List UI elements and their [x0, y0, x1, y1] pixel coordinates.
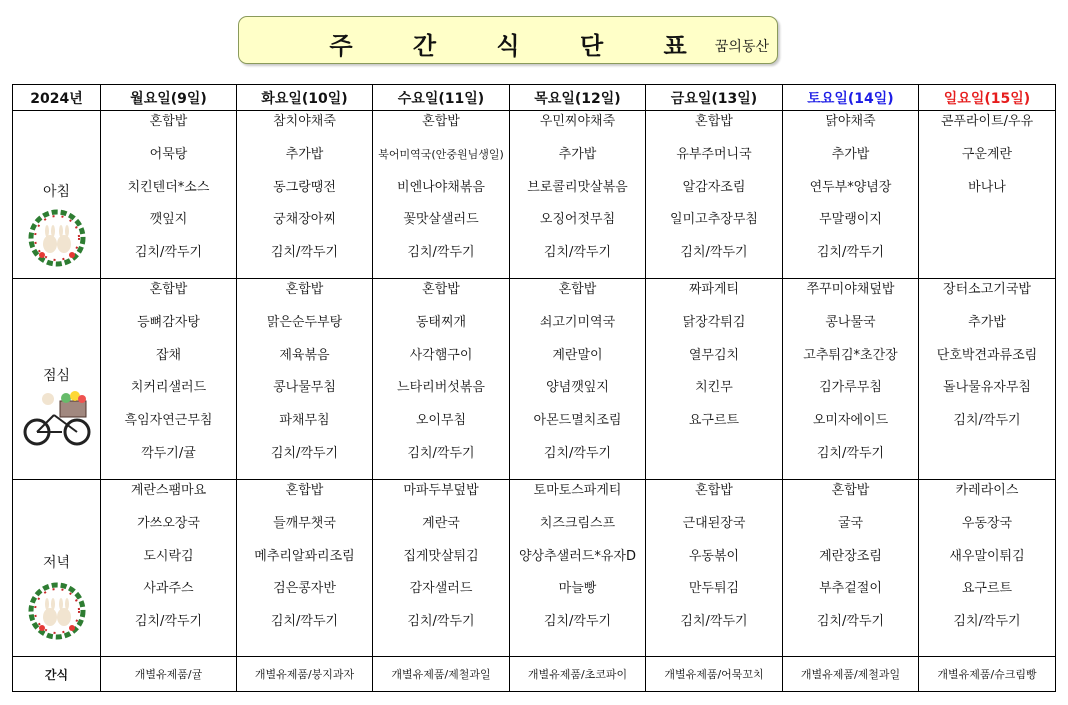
menu-item: 새우말이튀김 [949, 548, 1025, 564]
menu-item: 김치/깍두기 [407, 445, 475, 461]
menu-item: 닭장각튀김 [682, 314, 746, 330]
dinner-sat [783, 480, 919, 657]
menu-item: 꽃맛살샐러드 [403, 212, 479, 228]
meal-name-dinner: 저녁 [42, 555, 71, 571]
menu-item: 부추겉절이 [819, 581, 882, 597]
menu-item: 요구르트 [688, 413, 740, 429]
menu-item: 양념깻잎지 [546, 380, 609, 396]
day-header-sat: 토요일(14일) [783, 85, 919, 111]
menu-item: 콩나물무침 [273, 380, 336, 396]
lunch-row [13, 279, 1056, 480]
dinner-tue [237, 480, 373, 657]
menu-item: 혼합밥 [422, 114, 460, 129]
menu-item: 혼합밥 [695, 483, 733, 498]
breakfast-thu [510, 111, 646, 279]
dinner-thu [510, 480, 646, 657]
menu-item: 추가밥 [968, 314, 1006, 330]
menu-item: 우민찌야채죽 [539, 114, 616, 129]
menu-item: 참치야채죽 [273, 114, 336, 129]
day-header-sun: 일요일(15일) [919, 85, 1056, 111]
snack-tue: 개별유제품/붕지과자 [237, 657, 373, 692]
menu-item: 오미자에이드 [812, 413, 889, 429]
menu-item: 연두부*양념장 [809, 179, 892, 195]
page-subtitle: 꿈의동산 [714, 39, 769, 55]
day-header-fri: 금요일(13일) [646, 85, 783, 111]
menu-item: 양상추샐러드*유자D [519, 548, 636, 564]
menu-item: 돌나물유자무침 [943, 380, 1031, 396]
menu-item: 맑은순두부탕 [266, 314, 343, 330]
day-header-mon: 월요일(9일) [101, 85, 237, 111]
menu-item: 김치/깍두기 [816, 445, 885, 461]
menu-item: 김치/깍두기 [270, 245, 339, 261]
dinner-row [13, 480, 1056, 657]
breakfast-sat [783, 111, 919, 279]
breakfast-fri [646, 111, 783, 279]
menu-item: 알감자조림 [682, 179, 746, 195]
snack-fri: 개별유제품/어묵꼬치 [646, 657, 783, 692]
bunny-wreath-icon [26, 580, 88, 642]
menu-item: 단호박견과류조림 [936, 347, 1038, 363]
menu-item: 아몬드멸치조림 [533, 413, 622, 429]
menu-item: 김치/깍두기 [407, 614, 475, 630]
menu-item: 등뼈감자탕 [137, 314, 200, 330]
menu-item: 추가밥 [285, 146, 324, 162]
menu-item: 고추튀김*초간장 [803, 347, 898, 363]
bunny-wreath-icon [26, 207, 88, 269]
menu-item: 감자샐러드 [409, 581, 473, 597]
menu-item: 김치/깍두기 [953, 614, 1021, 630]
menu-item: 김치/깍두기 [816, 614, 885, 630]
meal-label-dinner [13, 480, 101, 657]
dinner-mon [101, 480, 237, 657]
menu-item: 치킨텐더*소스 [127, 179, 210, 195]
menu-item: 혼합밥 [422, 282, 460, 297]
menu-item: 북어미역국(안중원님생일) [378, 147, 504, 161]
dinner-fri [646, 480, 783, 657]
snack-thu: 개별유제품/초코파이 [510, 657, 646, 692]
menu-item: 김치/깍두기 [680, 245, 748, 261]
menu-item: 깍두기/귤 [141, 445, 196, 461]
lunch-sat [783, 279, 919, 480]
menu-item: 치커리샐러드 [130, 380, 207, 396]
day-header-thu: 목요일(12일) [510, 85, 646, 111]
meal-name-breakfast: 아침 [42, 184, 71, 200]
snack-wed: 개별유제품/제철과일 [373, 657, 510, 692]
menu-item: 김치/깍두기 [134, 614, 203, 630]
menu-item: 장터소고기국밥 [943, 282, 1031, 297]
menu-item: 마파두부덮밥 [403, 483, 479, 498]
lunch-fri [646, 279, 783, 480]
menu-item: 궁채장아찌 [273, 212, 336, 228]
menu-item: 만두튀김 [688, 581, 740, 597]
menu-item: 파채무침 [279, 413, 330, 429]
menu-item: 느타리버섯볶음 [397, 380, 485, 396]
menu-item: 쭈꾸미야채덮밥 [806, 282, 895, 297]
snack-mon: 개별유제품/귤 [101, 657, 237, 692]
snack-row [13, 657, 1056, 692]
menu-item: 김치/깍두기 [816, 245, 885, 261]
menu-item: 닭야채죽 [825, 114, 876, 129]
breakfast-wed [373, 111, 510, 279]
day-header-tue: 화요일(10일) [237, 85, 373, 111]
menu-item: 계란국 [422, 515, 460, 531]
year-header: 2024년 [13, 85, 101, 111]
meal-name-lunch: 점심 [42, 368, 71, 384]
menu-item: 치킨무 [695, 380, 733, 396]
menu-item: 혼합밥 [149, 114, 188, 129]
menu-item: 혼합밥 [831, 483, 870, 498]
menu-item: 혼합밥 [695, 114, 733, 129]
menu-item: 쇠고기미역국 [539, 314, 616, 330]
bicycle-cart-icon [22, 387, 92, 449]
menu-item: 유부주머니국 [676, 146, 752, 162]
menu-item: 잡채 [155, 347, 182, 363]
menu-item: 오징어젓무침 [539, 212, 616, 228]
menu-item: 메추리알꽈리조림 [254, 548, 355, 564]
menu-item: 계란장조림 [819, 548, 882, 564]
menu-item: 무말랭이지 [819, 212, 882, 228]
breakfast-sun [919, 111, 1056, 279]
menu-item: 추가밥 [558, 146, 597, 162]
title-banner [238, 16, 778, 64]
breakfast-mon [101, 111, 237, 279]
menu-item: 깻잎지 [149, 212, 188, 228]
menu-item: 들깨무챗국 [273, 515, 336, 531]
header-row [13, 85, 1056, 111]
menu-item: 비엔나야채볶음 [397, 179, 485, 195]
day-header-wed: 수요일(11일) [373, 85, 510, 111]
menu-item: 토마토스파게티 [533, 483, 622, 498]
menu-item: 김치/깍두기 [270, 614, 339, 630]
menu-item: 도시락김 [143, 548, 194, 564]
breakfast-tue [237, 111, 373, 279]
snack-sat: 개별유제품/제철과일 [783, 657, 919, 692]
menu-item: 김치/깍두기 [953, 413, 1021, 429]
menu-item: 김치/깍두기 [543, 614, 612, 630]
dinner-sun [919, 480, 1056, 657]
menu-item: 사과주스 [143, 581, 194, 597]
lunch-tue [237, 279, 373, 480]
menu-item: 흑임자연근무침 [124, 413, 213, 429]
menu-item: 동그랑땡전 [273, 179, 336, 195]
menu-item: 계란스팸마요 [130, 483, 207, 498]
meal-label-snack: 간식 [13, 657, 101, 692]
meal-label-breakfast [13, 111, 101, 279]
menu-item: 김치/깍두기 [407, 245, 475, 261]
menu-item: 계란말이 [552, 347, 603, 363]
meal-label-lunch [13, 279, 101, 480]
page-title: 주 간 식 단 표 [329, 32, 713, 60]
menu-item: 오이무침 [415, 413, 467, 429]
menu-item: 브로콜리맛살볶음 [527, 179, 628, 195]
menu-item: 콘푸라이트/우유 [940, 114, 1034, 129]
lunch-sun [919, 279, 1056, 480]
menu-item: 사각햄구이 [409, 347, 473, 363]
menu-item: 요구르트 [961, 581, 1013, 597]
lunch-wed [373, 279, 510, 480]
menu-item: 근대된장국 [682, 515, 746, 531]
menu-item: 치즈크림스프 [539, 515, 616, 531]
lunch-thu [510, 279, 646, 480]
menu-item: 가쓰오장국 [137, 515, 200, 531]
menu-item: 일미고추장무침 [670, 212, 758, 228]
menu-item: 혼합밥 [149, 282, 188, 297]
snack-sun: 개별유제품/슈크림빵 [919, 657, 1056, 692]
menu-item: 어묵탕 [149, 146, 188, 162]
menu-item: 바나나 [968, 179, 1006, 195]
menu-item: 짜파게티 [688, 282, 740, 297]
menu-item: 마늘빵 [558, 581, 597, 597]
menu-item: 제육볶음 [279, 347, 330, 363]
menu-item: 우동장국 [961, 515, 1013, 531]
menu-item: 동태찌개 [415, 314, 467, 330]
menu-item: 김치/깍두기 [543, 445, 612, 461]
menu-item: 열무김치 [688, 347, 740, 363]
menu-item: 김치/깍두기 [543, 245, 612, 261]
breakfast-row [13, 111, 1056, 279]
menu-item: 혼합밥 [285, 483, 324, 498]
menu-item: 혼합밥 [285, 282, 324, 297]
menu-item: 김치/깍두기 [270, 445, 339, 461]
menu-item: 김가루무침 [819, 380, 882, 396]
menu-item: 우동볶이 [688, 548, 740, 564]
menu-item: 김치/깍두기 [134, 245, 203, 261]
menu-item: 집게맛살튀김 [403, 548, 479, 564]
menu-item: 검은콩자반 [273, 581, 336, 597]
menu-item: 구운계란 [961, 146, 1013, 162]
menu-item: 카레라이스 [955, 483, 1019, 498]
menu-item: 김치/깍두기 [680, 614, 748, 630]
dinner-wed [373, 480, 510, 657]
lunch-mon [101, 279, 237, 480]
weekly-menu-table [12, 84, 1056, 692]
menu-item: 추가밥 [831, 146, 870, 162]
menu-item: 혼합밥 [558, 282, 597, 297]
menu-item: 콩나물국 [825, 314, 876, 330]
menu-item: 굴국 [837, 515, 864, 531]
